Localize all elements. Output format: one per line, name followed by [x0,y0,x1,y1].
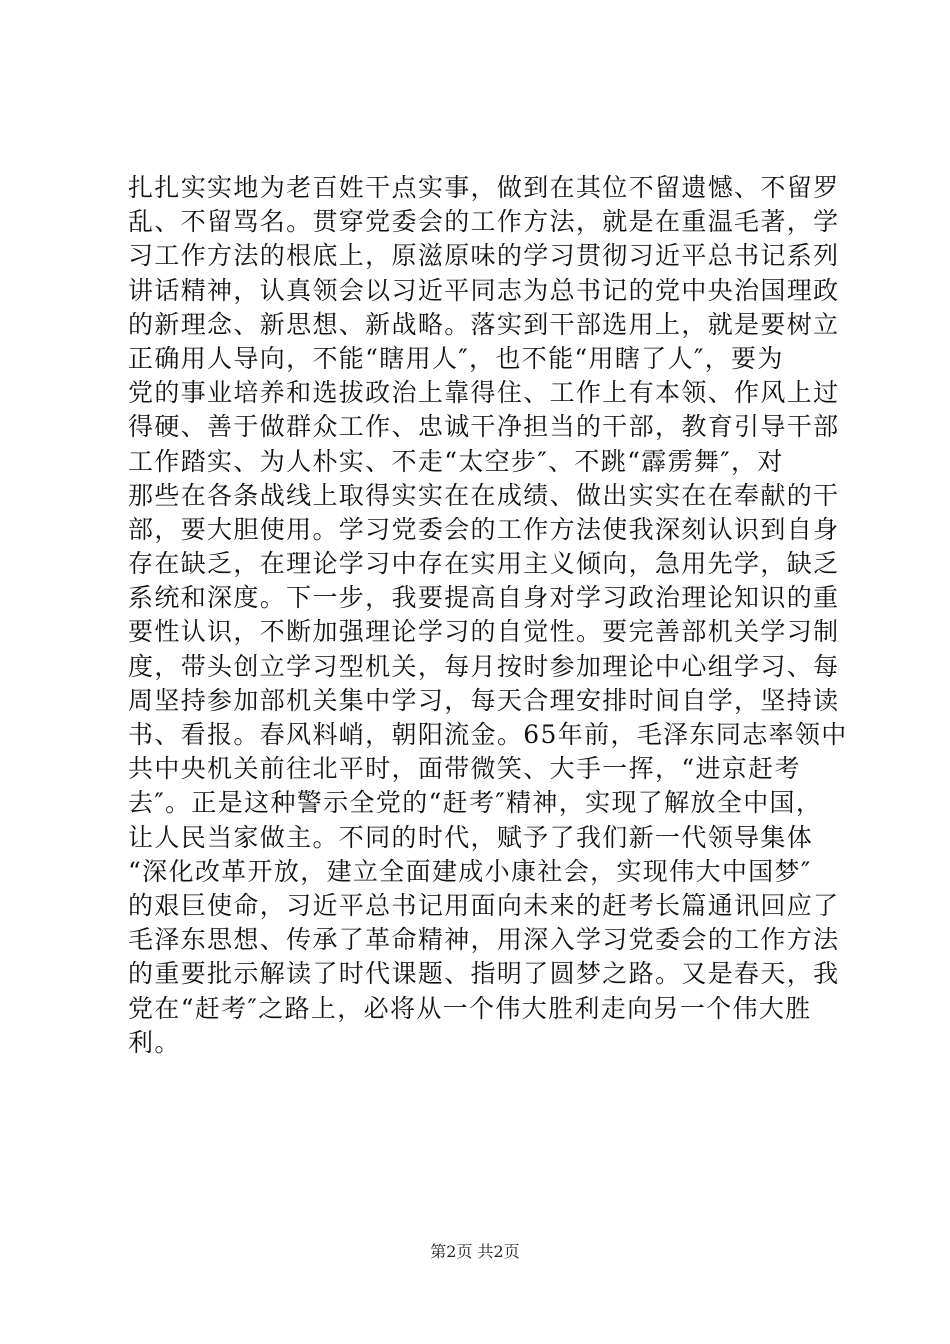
body-paragraph [128,171,848,1060]
text-line: 周坚持参加部机关集中学习，每天合理安排时间自学，坚持读 [128,685,840,715]
text-line: 习工作方法的根底上，原滋原味的学习贯彻习近平总书记系列 [128,241,840,271]
page-footer [0,1242,950,1262]
text-line: 让人民当家做主。不同的时代，赋予了我们新一代领导集体 [128,822,814,852]
text-line: “深化改革开放，建立全面建成小康社会，实现伟大中国梦″ [128,856,812,886]
text-line: 的艰巨使命，习近平总书记用面向未来的赶考长篇通讯回应了 [128,890,840,920]
text-line: 共中央机关前往北平时，面带微笑、大手一挥，“进京赶考 [128,754,801,784]
text-line: 的新理念、新思想、新战略。落实到干部选用上，就是要树立 [128,309,840,339]
text-line: 那些在各条战线上取得实实在在成绩、做出实实在在奉献的干 [128,480,840,510]
text-line: 书、看报。春风料峭，朝阳流金。65年前，毛泽东同志率领中 [128,720,848,749]
text-line: 毛泽东思想、传承了革命精神，用深入学习党委会的工作方法 [128,925,840,955]
text-line: 度，带头创立学习型机关，每月按时参加理论中心组学习、每 [128,651,840,681]
page-number: 第2页 共2页 [430,1242,520,1261]
text-line: 要性认识，不断加强理论学习的自觉性。要完善部机关学习制 [128,617,840,647]
text-line: 部，要大胆使用。学习党委会的工作方法使我深刻认识到自身 [128,514,840,544]
text-line: 存在缺乏，在理论学习中存在实用主义倾向，急用先学，缺乏 [128,549,840,579]
text-line: 系统和深度。下一步，我要提高自身对学习政治理论知识的重 [128,583,840,613]
text-line: 扎扎实实地为老百姓干点实事，做到在其位不留遗憾、不留罗 [128,173,840,202]
text-line: 党在“赶考″之路上，必将从一个伟大胜利走向另一个伟大胜 [128,993,812,1023]
text-line: 党的事业培养和选拔政治上靠得住、工作上有本领、作风上过 [128,378,840,408]
text-line: 正确用人导向，不能“瞎用人″，也不能“用瞎了人″，要为 [128,343,784,373]
text-line: 乱、不留骂名。贯穿党委会的工作方法，就是在重温毛著，学 [128,207,840,237]
text-line: 的重要批示解读了时代课题、指明了圆梦之路。又是春天，我 [128,959,840,989]
text-line: 利。 [128,1027,181,1057]
text-line: 工作踏实、为人朴实、不走“太空步″、不跳“霹雳舞″，对 [128,446,784,476]
text-line: 去″。正是这种警示全党的“赶考″精神，实现了解放全中国， [128,788,823,818]
text-line: 得硬、善于做群众工作、忠诚干净担当的干部，教育引导干部 [128,412,840,442]
text-line: 讲话精神，认真领会以习近平同志为总书记的党中央治国理政 [128,275,840,305]
